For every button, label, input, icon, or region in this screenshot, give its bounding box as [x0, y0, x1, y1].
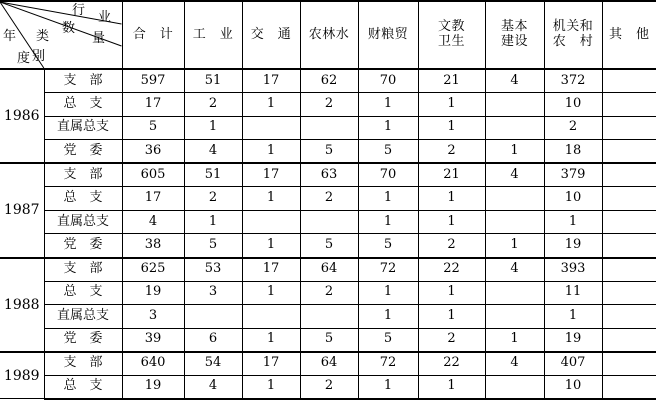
year-cell: 1987	[0, 163, 44, 257]
value-cell: 1	[418, 116, 485, 140]
value-cell	[602, 352, 656, 376]
value-cell: 64	[300, 258, 358, 282]
value-cell: 62	[300, 69, 358, 93]
value-cell: 10	[544, 375, 602, 399]
value-cell: 625	[122, 258, 184, 282]
table-row	[0, 328, 656, 352]
value-cell: 5	[184, 234, 242, 258]
value-cell: 372	[544, 69, 602, 93]
value-cell: 2	[300, 375, 358, 399]
value-cell: 17	[242, 352, 300, 376]
value-cell: 1	[485, 140, 544, 164]
value-cell	[184, 305, 242, 329]
value-cell: 72	[358, 352, 418, 376]
table-row	[0, 305, 656, 329]
value-cell	[602, 116, 656, 140]
corner-industry-char-1: 行	[72, 3, 86, 18]
value-cell: 17	[122, 187, 184, 211]
value-cell	[300, 210, 358, 234]
value-cell: 4	[184, 140, 242, 164]
table-row	[0, 93, 656, 117]
value-cell: 17	[242, 69, 300, 93]
value-cell: 36	[122, 140, 184, 164]
value-cell: 17	[122, 93, 184, 117]
value-cell: 1	[242, 281, 300, 305]
value-cell: 1	[242, 234, 300, 258]
value-cell: 70	[358, 69, 418, 93]
category-cell: 党 委	[44, 328, 122, 352]
value-cell: 19	[544, 234, 602, 258]
value-cell: 5	[358, 234, 418, 258]
value-cell: 407	[544, 352, 602, 376]
column-header-other: 其 他	[602, 1, 656, 69]
value-cell	[485, 116, 544, 140]
value-cell	[602, 69, 656, 93]
value-cell: 64	[300, 352, 358, 376]
value-cell: 1	[358, 187, 418, 211]
value-cell	[602, 187, 656, 211]
value-cell: 5	[300, 328, 358, 352]
value-cell: 54	[184, 352, 242, 376]
value-cell	[602, 140, 656, 164]
table-row	[0, 116, 656, 140]
table-row	[0, 140, 656, 164]
value-cell: 1	[358, 375, 418, 399]
value-cell	[602, 328, 656, 352]
value-cell: 3	[122, 305, 184, 329]
value-cell: 1	[418, 187, 485, 211]
category-cell: 直属总支	[44, 210, 122, 234]
value-cell: 22	[418, 258, 485, 282]
value-cell: 53	[184, 258, 242, 282]
value-cell: 2	[300, 93, 358, 117]
value-cell	[485, 281, 544, 305]
value-cell	[602, 210, 656, 234]
table-row	[0, 210, 656, 234]
value-cell: 640	[122, 352, 184, 376]
value-cell: 70	[358, 163, 418, 187]
value-cell: 38	[122, 234, 184, 258]
column-header-total: 合 计	[122, 1, 184, 69]
value-cell: 51	[184, 163, 242, 187]
value-cell: 17	[242, 163, 300, 187]
table-row	[0, 234, 656, 258]
value-cell: 1	[418, 93, 485, 117]
value-cell: 1	[242, 93, 300, 117]
value-cell: 39	[122, 328, 184, 352]
year-cell: 1988	[0, 258, 44, 352]
value-cell: 21	[418, 69, 485, 93]
value-cell: 6	[184, 328, 242, 352]
category-cell: 总 支	[44, 281, 122, 305]
value-cell	[485, 93, 544, 117]
column-header-government-rural: 机关和 农 村	[544, 1, 602, 69]
category-cell: 支 部	[44, 163, 122, 187]
value-cell: 18	[544, 140, 602, 164]
column-header-education-health: 文教 卫生	[418, 1, 485, 69]
value-cell: 1	[418, 210, 485, 234]
value-cell: 4	[485, 163, 544, 187]
value-cell: 1	[358, 210, 418, 234]
value-cell: 597	[122, 69, 184, 93]
value-cell	[485, 210, 544, 234]
table-row	[0, 163, 656, 187]
value-cell: 4	[485, 69, 544, 93]
value-cell: 4	[184, 375, 242, 399]
value-cell: 2	[184, 187, 242, 211]
value-cell: 2	[418, 328, 485, 352]
column-header-agriculture: 农林水	[300, 1, 358, 69]
column-header-construction: 基本 建设	[485, 1, 544, 69]
value-cell	[602, 375, 656, 399]
corner-year-char-2: 度	[17, 51, 31, 66]
value-cell: 5	[300, 140, 358, 164]
value-cell	[602, 234, 656, 258]
value-cell: 1	[485, 234, 544, 258]
value-cell: 3	[184, 281, 242, 305]
value-cell: 2	[544, 116, 602, 140]
value-cell: 21	[418, 163, 485, 187]
corner-quantity-char-2: 量	[92, 31, 106, 46]
table-row	[0, 69, 656, 93]
value-cell: 2	[184, 93, 242, 117]
value-cell: 1	[242, 187, 300, 211]
category-cell: 支 部	[44, 69, 122, 93]
value-cell: 1	[184, 210, 242, 234]
value-cell: 1	[358, 281, 418, 305]
value-cell: 2	[418, 140, 485, 164]
category-cell: 支 部	[44, 258, 122, 282]
value-cell	[300, 116, 358, 140]
value-cell: 63	[300, 163, 358, 187]
value-cell: 1	[418, 375, 485, 399]
value-cell: 1	[544, 305, 602, 329]
value-cell: 1	[418, 281, 485, 305]
category-cell: 党 委	[44, 234, 122, 258]
value-cell: 1	[544, 210, 602, 234]
column-header-finance-trade: 财粮贸	[358, 1, 418, 69]
value-cell: 1	[485, 328, 544, 352]
value-cell: 11	[544, 281, 602, 305]
table-row	[0, 258, 656, 282]
value-cell: 4	[122, 210, 184, 234]
value-cell: 1	[242, 328, 300, 352]
value-cell: 5	[358, 140, 418, 164]
value-cell: 1	[418, 305, 485, 329]
category-cell: 总 支	[44, 375, 122, 399]
value-cell	[485, 375, 544, 399]
category-cell: 总 支	[44, 93, 122, 117]
value-cell: 393	[544, 258, 602, 282]
value-cell	[485, 305, 544, 329]
value-cell: 2	[300, 281, 358, 305]
corner-category-char-1: 类	[36, 29, 50, 44]
table-row	[0, 281, 656, 305]
corner-year-char-1: 年	[3, 29, 17, 44]
value-cell	[602, 258, 656, 282]
value-cell	[242, 116, 300, 140]
table-row	[0, 352, 656, 376]
value-cell	[602, 163, 656, 187]
value-cell: 10	[544, 187, 602, 211]
value-cell: 379	[544, 163, 602, 187]
value-cell: 5	[300, 234, 358, 258]
value-cell: 19	[544, 328, 602, 352]
year-cell: 1989	[0, 352, 44, 399]
value-cell: 10	[544, 93, 602, 117]
table-body	[0, 69, 656, 399]
category-cell: 支 部	[44, 352, 122, 376]
value-cell	[602, 93, 656, 117]
value-cell: 5	[122, 116, 184, 140]
value-cell: 19	[122, 375, 184, 399]
value-cell	[485, 187, 544, 211]
category-cell: 党 委	[44, 140, 122, 164]
header-row	[0, 1, 656, 69]
value-cell: 1	[358, 305, 418, 329]
value-cell: 605	[122, 163, 184, 187]
value-cell: 51	[184, 69, 242, 93]
value-cell: 1	[358, 93, 418, 117]
category-cell: 直属总支	[44, 305, 122, 329]
value-cell: 1	[242, 140, 300, 164]
value-cell	[242, 305, 300, 329]
value-cell	[602, 281, 656, 305]
table-row	[0, 187, 656, 211]
value-cell: 1	[358, 116, 418, 140]
value-cell: 4	[485, 258, 544, 282]
value-cell: 2	[418, 234, 485, 258]
value-cell: 5	[358, 328, 418, 352]
value-cell: 22	[418, 352, 485, 376]
corner-industry-char-2: 业	[98, 10, 112, 25]
value-cell: 1	[184, 116, 242, 140]
value-cell: 19	[122, 281, 184, 305]
category-cell: 直属总支	[44, 116, 122, 140]
category-cell: 总 支	[44, 187, 122, 211]
value-cell	[300, 305, 358, 329]
column-header-transport: 交 通	[242, 1, 300, 69]
value-cell	[602, 305, 656, 329]
table-row	[0, 375, 656, 399]
corner-header-cell	[0, 1, 122, 69]
value-cell: 17	[242, 258, 300, 282]
year-cell: 1986	[0, 69, 44, 163]
corner-category-char-2: 别	[32, 49, 46, 64]
value-cell: 72	[358, 258, 418, 282]
value-cell	[242, 210, 300, 234]
column-header-industry: 工 业	[184, 1, 242, 69]
value-cell: 2	[300, 187, 358, 211]
value-cell: 4	[485, 352, 544, 376]
value-cell: 1	[242, 375, 300, 399]
corner-quantity-char-1: 数	[62, 21, 76, 36]
